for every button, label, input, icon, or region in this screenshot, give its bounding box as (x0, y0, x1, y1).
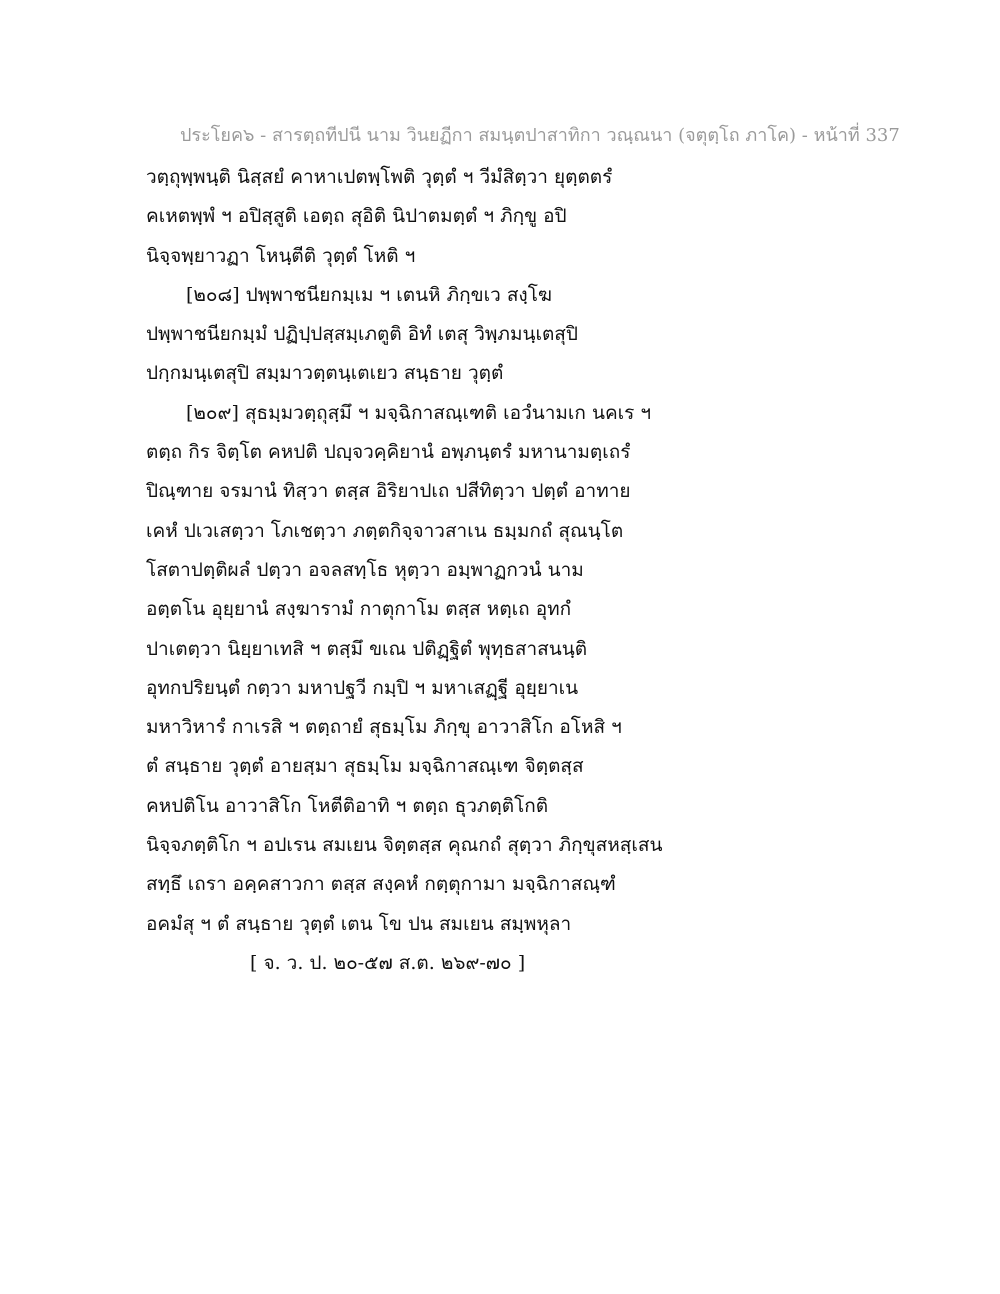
text-line: คหปติโน อาวาสิโก โหตีติอาทิ ฯ ตตฺถ ธุวภตฺติโกติ (146, 794, 549, 817)
text-line: ปพฺพาชนียกมฺมํ ปฏิปฺปสฺสมฺเภตูติ อิทํ เตสุ วิพฺภมนฺเตสุปิ (146, 323, 578, 346)
text-line: อตฺตโน อุยฺยานํ สงฺฆารามํ กาตุกาโม ตสฺส หตฺเถ อุทกํ (146, 598, 572, 621)
body-text (146, 158, 706, 983)
paragraph-208-start: [๒๐๘] ปพฺพาชนียกมฺเม ฯ เตนหิ ภิกฺขเว สงฺโฆ (186, 283, 553, 306)
text-line: อุทกปริยนฺตํ กตฺวา มหาปฐวี กมฺปิ ฯ มหาเสฏฺฐี อุยฺยาเน (146, 676, 579, 699)
text-line: มหาวิหารํ กาเรสิ ฯ ตตฺถายํ สุธมฺโม ภิกฺขุ อาวาสิโก อโหสิ ฯ (146, 716, 622, 739)
text-line: นิจฺจภตฺติโก ฯ อปเรน สมเยน จิตฺตสฺส คุณกถํ สุตฺวา ภิกฺขุสหสฺเสน (146, 834, 663, 857)
text-line: โสตาปตฺติผลํ ปตฺวา อจลสทฺโธ หุตฺวา อมฺพาฏกวนํ นาม (146, 558, 584, 581)
text-line: ตํ สนฺธาย วุตฺตํ อายสฺมา สุธมฺโม มจฺฉิกาสณฺเฑ จิตฺตสฺส (146, 755, 584, 778)
page-header: ประโยค๖ - สารตฺถทีปนี นาม วินยฏีกา สมนฺตปาสาทิกา วณฺณนา (จตุตฺโถ ภาโค) - หน้าที่ 337 (180, 125, 900, 146)
text-line: ตตฺถ กิร จิตฺโต คหปติ ปญฺจวคฺคิยานํ อพฺภนฺตรํ มหานามตฺเถรํ (146, 441, 631, 464)
text-line: วตฺถุพฺพนฺติ นิสฺสยํ คาหาเปตพฺโพติ วุตฺตํ ฯ วีมํสิตฺวา ยุตฺตตรํ (146, 166, 613, 188)
text-line: เคหํ ปเวเสตฺวา โภเชตฺวา ภตฺตกิจฺจาวสาเน ธมฺมกถํ สุณนฺโต (146, 519, 624, 542)
text-line: นิจฺจพฺยาวฏา โหนฺตีติ วุตฺตํ โหติ ฯ (146, 244, 416, 267)
text-line: คเหตพฺพํ ฯ อปิสฺสูติ เอตฺถ สุอิติ นิปาตมตฺตํ ฯ ภิกฺขู อปิ (146, 205, 567, 228)
text-line: สทฺธึ เถรา อคฺคสาวกา ตสฺส สงฺคหํ กตฺตุกามา มจฺฉิกาสณฺฑํ (146, 873, 616, 896)
text-line: ปาเตตฺวา นิยฺยาเทสิ ฯ ตสฺมึ ขเณ ปติฏฺฐิตํ พุทฺธสาสนนฺติ (146, 637, 588, 660)
text-line: อคมํสุ ฯ ตํ สนฺธาย วุตฺตํ เตน โข ปน สมเยน สมฺพหุลา (146, 912, 572, 935)
paragraph-209-start: [๒๐๙] สุธมฺมวตฺถุสฺมึ ฯ มจฺฉิกาสณฺเฑติ เอวํนามเก นคเร ฯ (186, 401, 652, 424)
text-line: ปิณฺฑาย จรมานํ ทิสฺวา ตสฺส อิริยาปเถ ปสีทิตฺวา ปตฺตํ อาทาย (146, 480, 631, 503)
text-line: ปกฺกมนฺเตสุปิ สมฺมาวตฺตนฺเตเยว สนฺธาย วุตฺตํ (146, 362, 504, 385)
reference-citation: [ จ. ว. ป. ๒๐-๕๗ ส.ต. ๒๖๙-๗๐ ] (250, 951, 526, 974)
